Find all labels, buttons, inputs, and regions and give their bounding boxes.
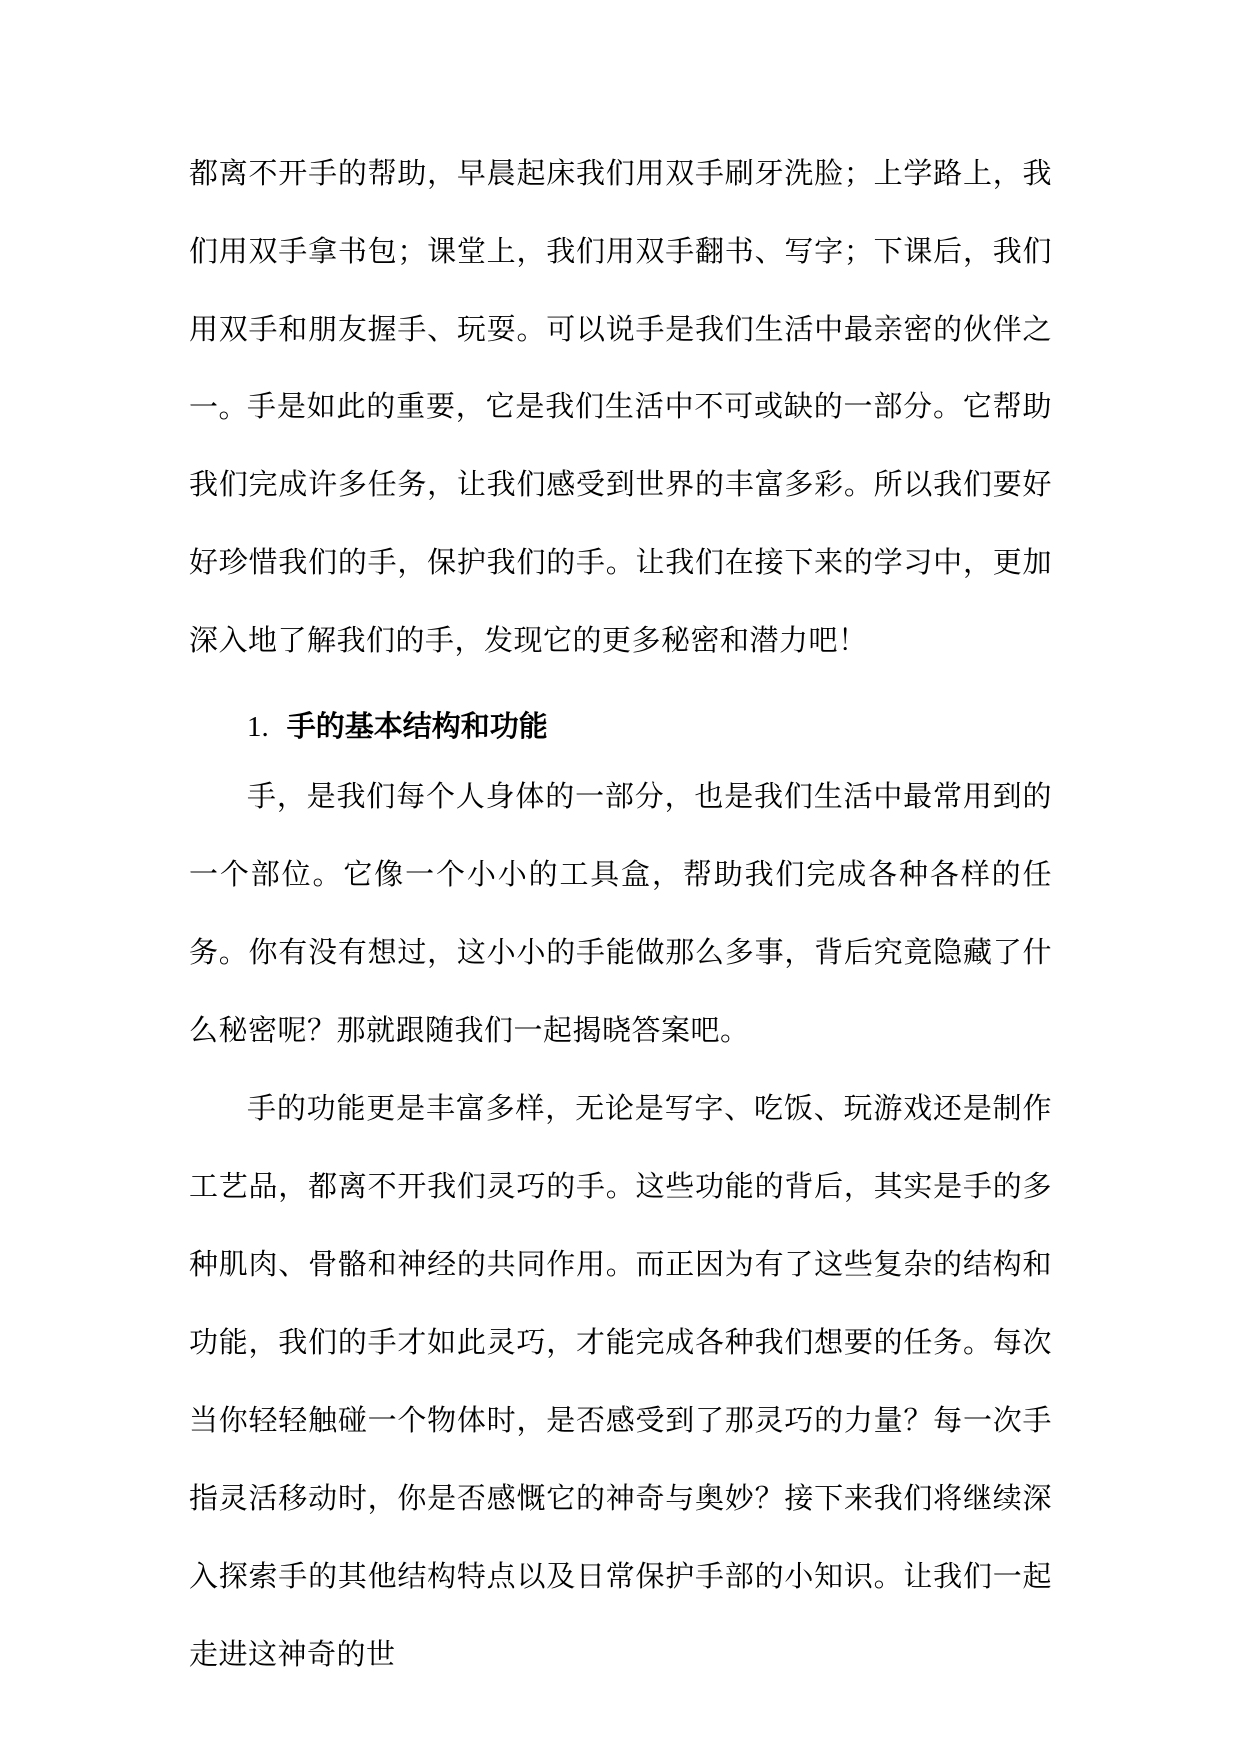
section-title: 手的基本结构和功能: [286, 709, 548, 743]
paragraph-continuation: 都离不开手的帮助，早晨起床我们用双手刷牙洗脸；上学路上，我们用双手拿书包；课堂上，我们用双手翻书、写字；下课后，我们用双手和朋友握手、玩耍。可以说手是我们生活中最亲密的伙伴之一。: [189, 156, 1052, 424]
section-heading: [247, 706, 548, 747]
paragraph-hand-intro: 手，是我们每个人身体的一部分，也是我们生活中最常用到的一个部位。它像一个小小的工具盒，帮助我们完成各种各样的任务。你有没有想过，这小小的手能做那么多事，背后究竟隐藏了什么秘密呢？那就跟随我们一起揭晓答案吧。: [189, 779, 1052, 1047]
paragraph-importance-of-hands: 手是如此的重要，它是我们生活中不可或缺的一部分。它帮助我们完成许多任务，让我们感受到世界的丰富多彩。所以我们要好好珍惜我们的手，保护我们的手。让我们在接下来的学习中，更加深入地了解我们的手，发现它的更多秘密和潜力吧！: [189, 389, 1052, 657]
section-number: 1.: [247, 711, 269, 743]
paragraph-hand-functions: 手的功能更是丰富多样，无论是写字、吃饭、玩游戏还是制作工艺品，都离不开我们灵巧的手。这些功能的背后，其实是手的多种肌肉、骨骼和神经的共同作用。而正因为有了这些复杂的结构和功能，我们的手才如此灵巧，才能完成各种我们想要的任务。每次当你轻轻触碰一个物体时，是否感受到了那灵巧的力量？每一次手指灵活移动时，你是否感慨它的神奇与奥妙？接下来我们将继续深入探索手的其他结构特点以及日常保护手部的小知识。让我们一起走进这神奇的世: [189, 1091, 1052, 1671]
